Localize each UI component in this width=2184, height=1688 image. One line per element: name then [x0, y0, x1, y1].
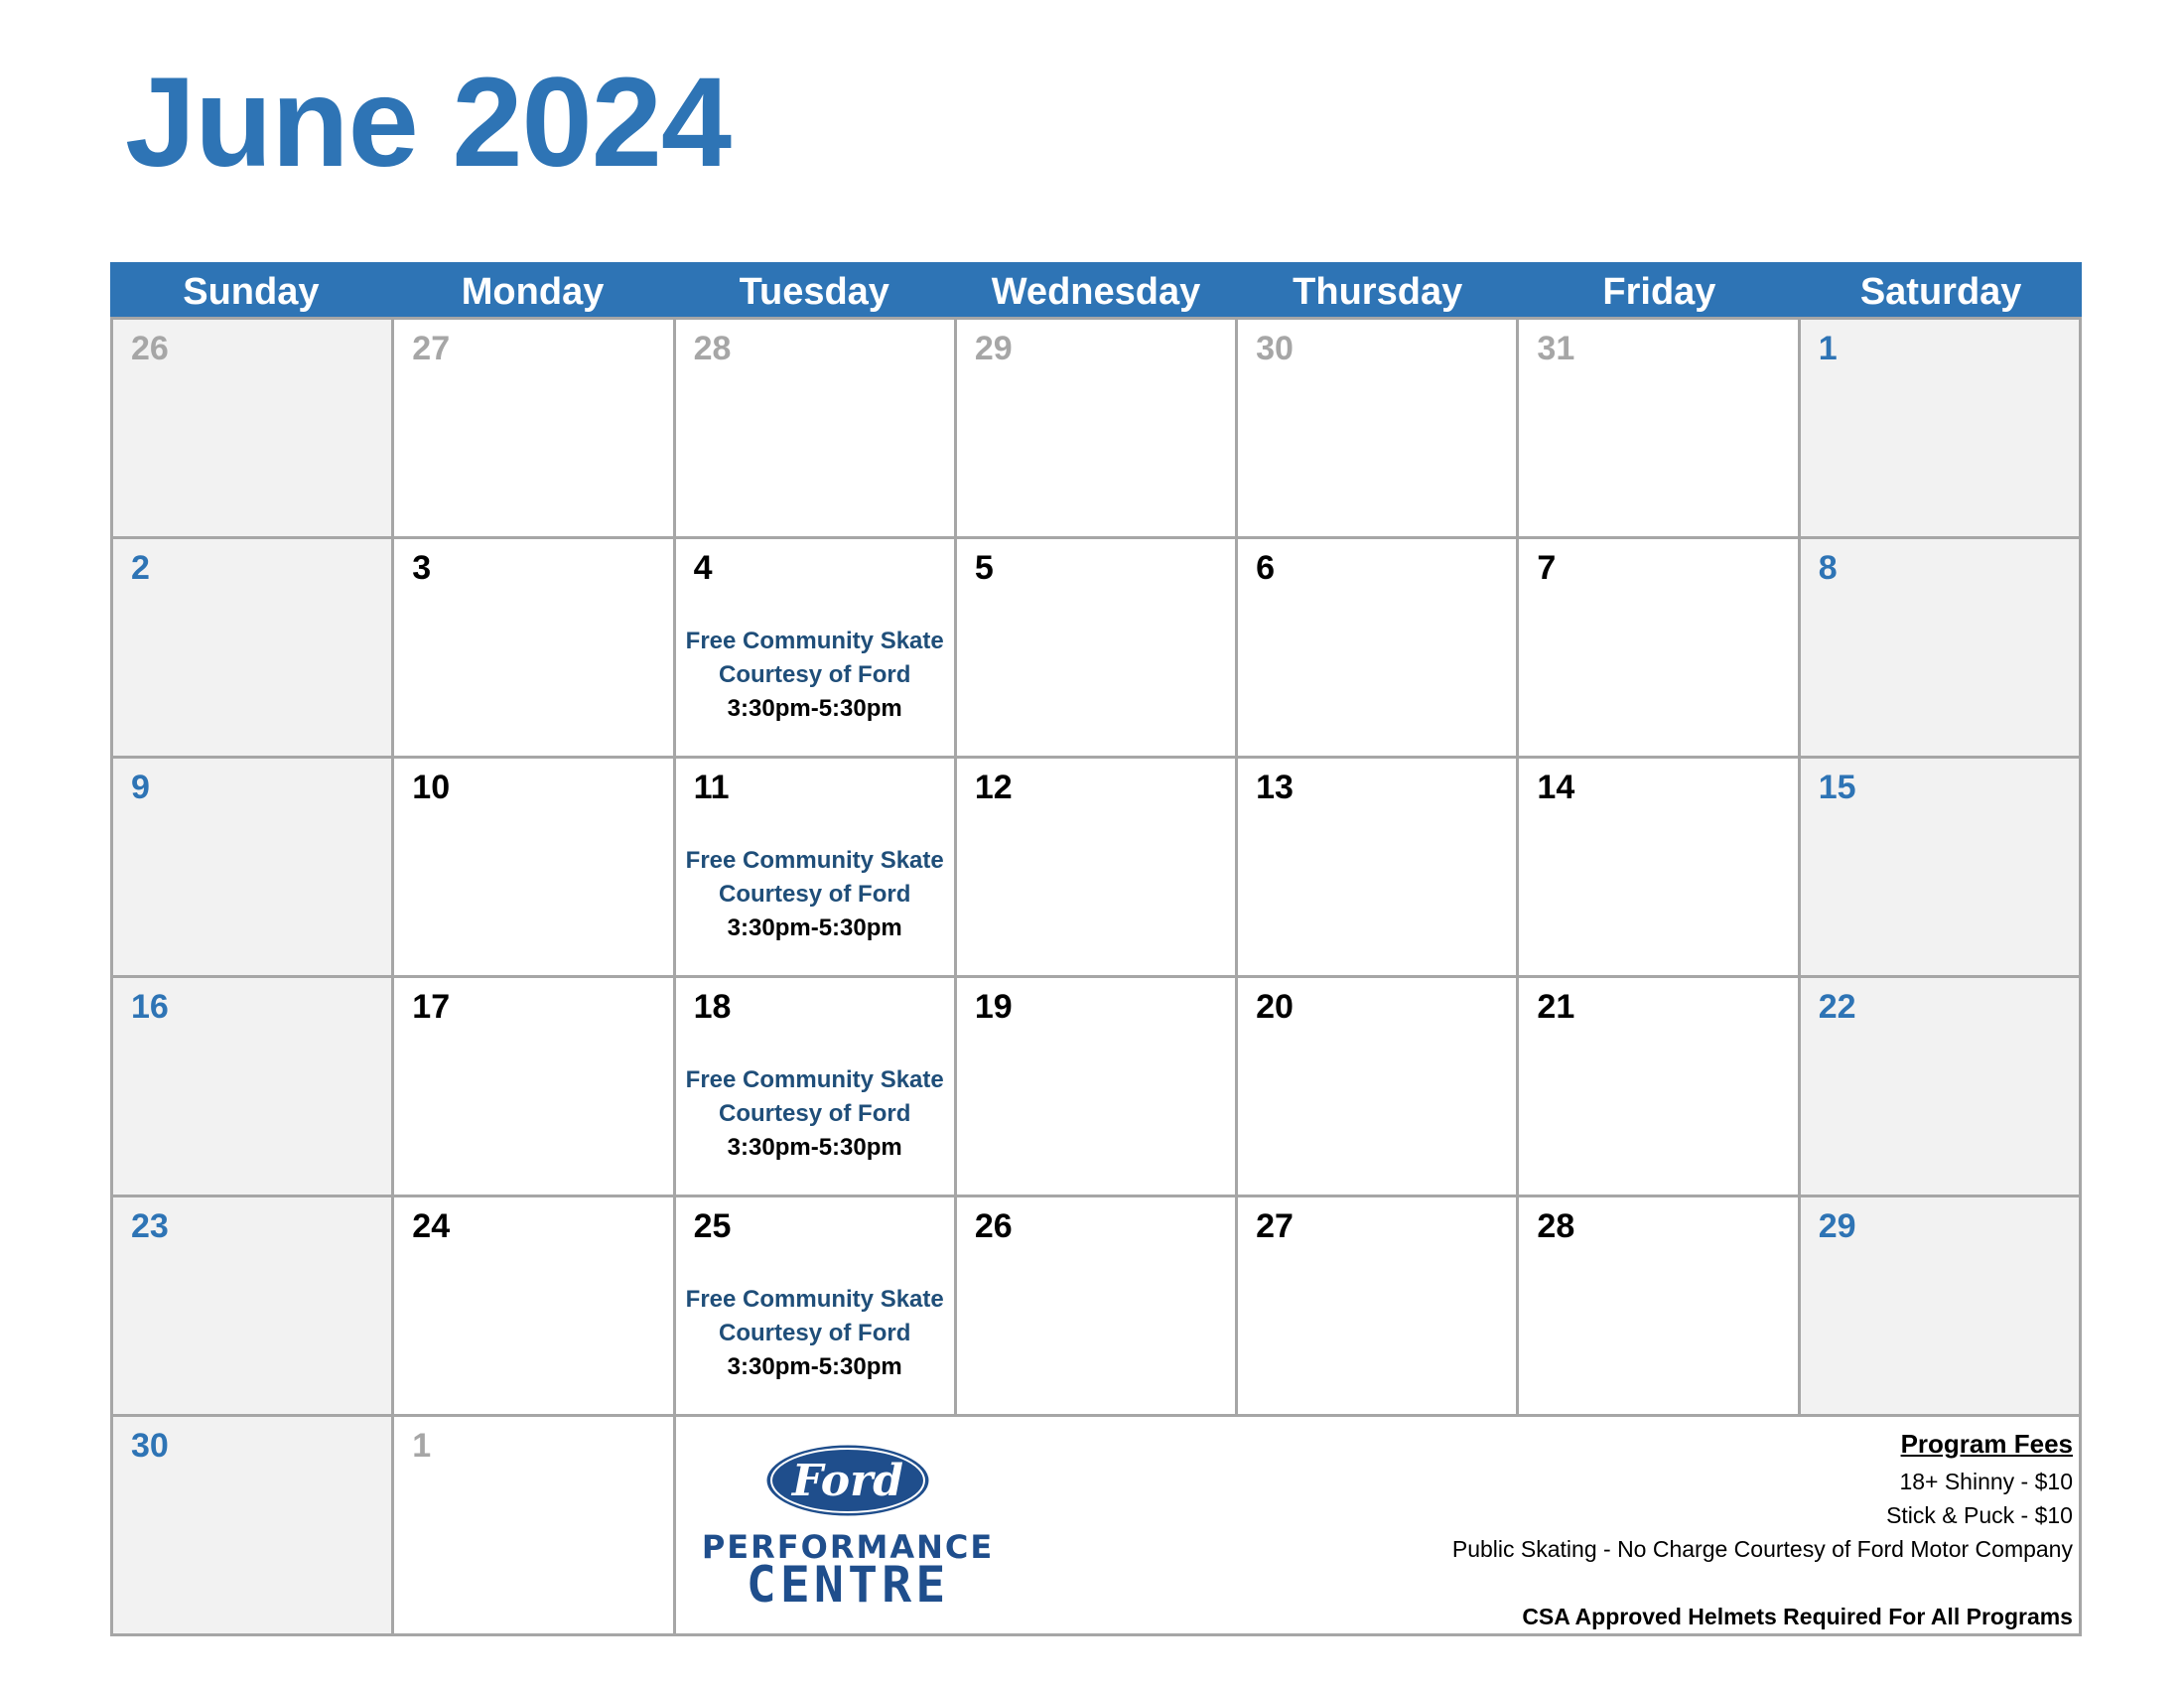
- day-cell[interactable]: [957, 539, 1238, 759]
- day-cell[interactable]: [676, 320, 957, 539]
- day-cell[interactable]: [394, 320, 675, 539]
- day-cell[interactable]: [1238, 320, 1519, 539]
- weekday-tuesday: Tuesday: [739, 271, 889, 313]
- event-time: 3:30pm-5:30pm: [727, 695, 902, 722]
- day-number: 13: [1256, 769, 1294, 806]
- day-number: 10: [412, 769, 451, 806]
- day-number: 12: [974, 769, 1013, 806]
- community-skate-event[interactable]: [676, 1283, 954, 1384]
- community-skate-event[interactable]: [676, 844, 954, 945]
- day-cell[interactable]: [1238, 978, 1519, 1197]
- day-cell[interactable]: [1801, 320, 2082, 539]
- event-title: Free Community Skate: [685, 1286, 944, 1313]
- fee-item: 18+ Shinny - $10: [1899, 1469, 2073, 1494]
- fee-item: Public Skating - No Charge Courtesy of Ford Motor Company: [1451, 1536, 2073, 1562]
- day-cell[interactable]: [676, 759, 957, 978]
- event-sponsor: Courtesy of Ford: [719, 661, 911, 688]
- day-number: 17: [412, 988, 451, 1026]
- weekday-saturday: Saturday: [1859, 271, 2022, 313]
- day-number: 15: [1818, 769, 1856, 806]
- footer-panel: [676, 1417, 2082, 1636]
- day-number: 18: [693, 988, 732, 1026]
- day-number: 16: [131, 988, 169, 1026]
- day-number: 20: [1256, 988, 1294, 1026]
- fee-item: Stick & Puck - $10: [1886, 1502, 2073, 1528]
- day-number: 30: [1256, 330, 1294, 367]
- day-number: 4: [693, 549, 713, 587]
- event-time: 3:30pm-5:30pm: [727, 1353, 902, 1380]
- day-number: 3: [412, 549, 432, 587]
- day-number: 27: [412, 330, 451, 367]
- day-cell[interactable]: [113, 1417, 394, 1636]
- calendar: [110, 262, 2082, 1636]
- day-cell[interactable]: [394, 1417, 675, 1636]
- day-number: 11: [693, 769, 730, 806]
- helmet-notice: CSA Approved Helmets Required For All Programs: [1522, 1604, 2073, 1629]
- day-number: 19: [974, 988, 1013, 1026]
- day-number: 28: [1537, 1207, 1575, 1245]
- day-cell[interactable]: [113, 1197, 394, 1417]
- day-number: 27: [1256, 1207, 1294, 1245]
- day-number: 1: [1818, 330, 1838, 367]
- weekday-friday: Friday: [1602, 271, 1716, 313]
- day-cell[interactable]: [1238, 759, 1519, 978]
- calendar-grid: [110, 317, 2082, 1636]
- event-sponsor: Courtesy of Ford: [719, 1320, 911, 1346]
- day-cell[interactable]: [394, 1197, 675, 1417]
- day-cell[interactable]: [1519, 978, 1800, 1197]
- event-title: Free Community Skate: [685, 628, 944, 654]
- event-time: 3:30pm-5:30pm: [727, 914, 902, 941]
- day-number: 24: [412, 1207, 451, 1245]
- day-number: 6: [1256, 549, 1276, 587]
- day-cell[interactable]: [676, 539, 957, 759]
- day-cell[interactable]: [113, 320, 394, 539]
- day-cell[interactable]: [1238, 539, 1519, 759]
- program-fees: [1452, 1427, 2073, 1633]
- day-cell[interactable]: [1801, 978, 2082, 1197]
- day-cell[interactable]: [1519, 1197, 1800, 1417]
- day-number: 29: [1818, 1207, 1856, 1245]
- day-cell[interactable]: [1519, 539, 1800, 759]
- day-number: 29: [974, 330, 1013, 367]
- day-cell[interactable]: [676, 978, 957, 1197]
- day-number: 26: [974, 1207, 1013, 1245]
- day-number: 8: [1818, 549, 1838, 587]
- day-cell[interactable]: [957, 759, 1238, 978]
- day-cell[interactable]: [113, 978, 394, 1197]
- day-cell[interactable]: [394, 539, 675, 759]
- day-cell[interactable]: [957, 1197, 1238, 1417]
- event-sponsor: Courtesy of Ford: [719, 1100, 911, 1127]
- day-number: 22: [1818, 988, 1856, 1026]
- day-number: 9: [131, 769, 150, 806]
- weekday-monday: Monday: [461, 271, 605, 313]
- community-skate-event[interactable]: [676, 625, 954, 726]
- ford-performance-centre-logo: [701, 1441, 994, 1614]
- day-cell[interactable]: [394, 759, 675, 978]
- event-time: 3:30pm-5:30pm: [727, 1134, 902, 1161]
- weekday-sunday: Sunday: [183, 271, 320, 313]
- program-fees-heading: Program Fees: [1900, 1429, 2073, 1459]
- day-number: 25: [693, 1207, 732, 1245]
- day-number: 28: [693, 330, 732, 367]
- weekday-thursday: Thursday: [1293, 271, 1463, 313]
- day-cell[interactable]: [957, 978, 1238, 1197]
- day-number: 31: [1537, 330, 1575, 367]
- day-cell[interactable]: [1519, 320, 1800, 539]
- day-number: 14: [1537, 769, 1575, 806]
- logo-line1: PERFORMANCE: [701, 1528, 994, 1566]
- day-cell[interactable]: [1519, 759, 1800, 978]
- logo-line2: CENTRE: [746, 1556, 949, 1614]
- day-number: 7: [1537, 549, 1557, 587]
- event-sponsor: Courtesy of Ford: [719, 881, 911, 908]
- event-title: Free Community Skate: [685, 847, 944, 874]
- day-number: 2: [131, 549, 150, 587]
- logo-brand: Ford: [791, 1456, 903, 1506]
- event-title: Free Community Skate: [685, 1066, 944, 1093]
- day-number: 5: [974, 549, 994, 587]
- day-cell[interactable]: [957, 320, 1238, 539]
- day-cell[interactable]: [1801, 1197, 2082, 1417]
- day-number: 23: [131, 1207, 169, 1245]
- day-cell[interactable]: [394, 978, 675, 1197]
- day-number: 30: [131, 1427, 169, 1465]
- day-cell[interactable]: [1801, 539, 2082, 759]
- weekday-header: [110, 262, 2082, 317]
- page-title: June 2024: [125, 52, 732, 194]
- day-cell[interactable]: [676, 1197, 957, 1417]
- day-number: 26: [131, 330, 169, 367]
- day-cell[interactable]: [113, 539, 394, 759]
- day-number: 21: [1537, 988, 1575, 1026]
- day-number: 1: [412, 1427, 432, 1465]
- community-skate-event[interactable]: [676, 1063, 954, 1165]
- day-cell[interactable]: [1238, 1197, 1519, 1417]
- day-cell[interactable]: [1801, 759, 2082, 978]
- day-cell[interactable]: [113, 759, 394, 978]
- weekday-wednesday: Wednesday: [991, 271, 1201, 313]
